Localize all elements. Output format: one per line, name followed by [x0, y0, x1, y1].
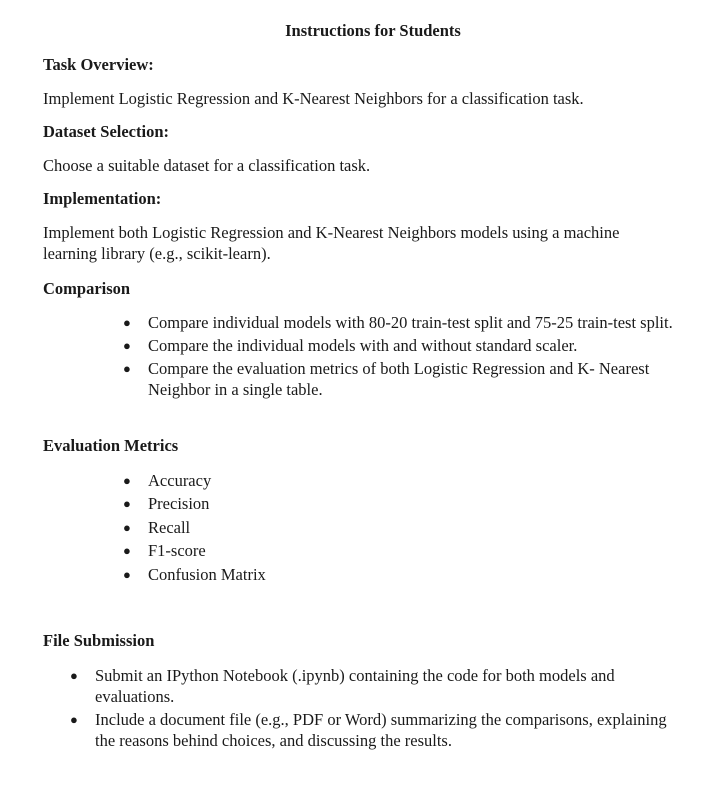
- evaluation-metrics-list: [123, 470, 548, 587]
- list-item: [123, 470, 548, 491]
- list-item-text: Recall: [148, 517, 191, 537]
- bullet-icon: ●: [123, 519, 131, 535]
- list-item-text: Accuracy: [148, 471, 212, 490]
- list-item: [70, 665, 675, 707]
- bullet-icon: ●: [70, 668, 78, 683]
- list-item-text: Submit an IPython Notebook (.ipynb) containing the code for both models and evaluations.: [95, 666, 615, 706]
- list-item: [123, 358, 693, 400]
- bullet-icon: ●: [123, 473, 131, 488]
- bullet-icon: ●: [123, 361, 131, 376]
- list-item: [123, 517, 548, 538]
- bullet-icon: ●: [123, 496, 131, 512]
- bullet-icon: ●: [123, 338, 131, 353]
- bullet-icon: ●: [123, 315, 131, 330]
- list-item-text: Precision: [148, 494, 210, 514]
- list-item: [123, 540, 548, 561]
- document-title: Instructions for Students: [285, 21, 461, 40]
- file-submission-heading: File Submission: [43, 631, 155, 650]
- evaluation-metrics-heading: Evaluation Metrics: [43, 436, 179, 455]
- implementation-heading: Implementation:: [43, 189, 162, 208]
- list-item-text: Compare individual models with 80-20 train-test split and 75-25 train-test split.: [148, 313, 673, 332]
- implementation-text: Implement both Logistic Regression and K-Nearest Neighbors models using a machine learning library (e.g., scikit-learn).: [43, 223, 620, 263]
- bullet-icon: ●: [123, 566, 131, 582]
- list-item: [123, 335, 693, 356]
- list-item: [123, 564, 548, 585]
- list-item-text: Compare the evaluation metrics of both Logistic Regression and K- Nearest Neighbor in a single table.: [148, 359, 650, 399]
- task-overview-text: Implement Logistic Regression and K-Nearest Neighbors for a classification task.: [43, 89, 584, 108]
- task-overview-heading: Task Overview:: [43, 55, 154, 74]
- list-item-text: Compare the individual models with and without standard scaler.: [148, 336, 578, 355]
- file-submission-list: [70, 665, 675, 753]
- dataset-selection-heading: Dataset Selection:: [43, 122, 170, 141]
- comparison-list: [123, 312, 693, 402]
- bullet-icon: ●: [70, 712, 78, 727]
- list-item: [70, 709, 675, 751]
- dataset-selection-text: Choose a suitable dataset for a classification task.: [43, 156, 371, 175]
- list-item-text: F1-score: [148, 541, 206, 561]
- list-item-text: Include a document file (e.g., PDF or Word) summarizing the comparisons, explaining the reasons behind choices, and discussing the results.: [95, 710, 667, 750]
- list-item: [123, 493, 548, 514]
- list-item: [123, 312, 693, 333]
- comparison-heading: Comparison: [43, 279, 131, 298]
- list-item-text: Confusion Matrix: [148, 564, 266, 584]
- bullet-icon: ●: [123, 543, 131, 559]
